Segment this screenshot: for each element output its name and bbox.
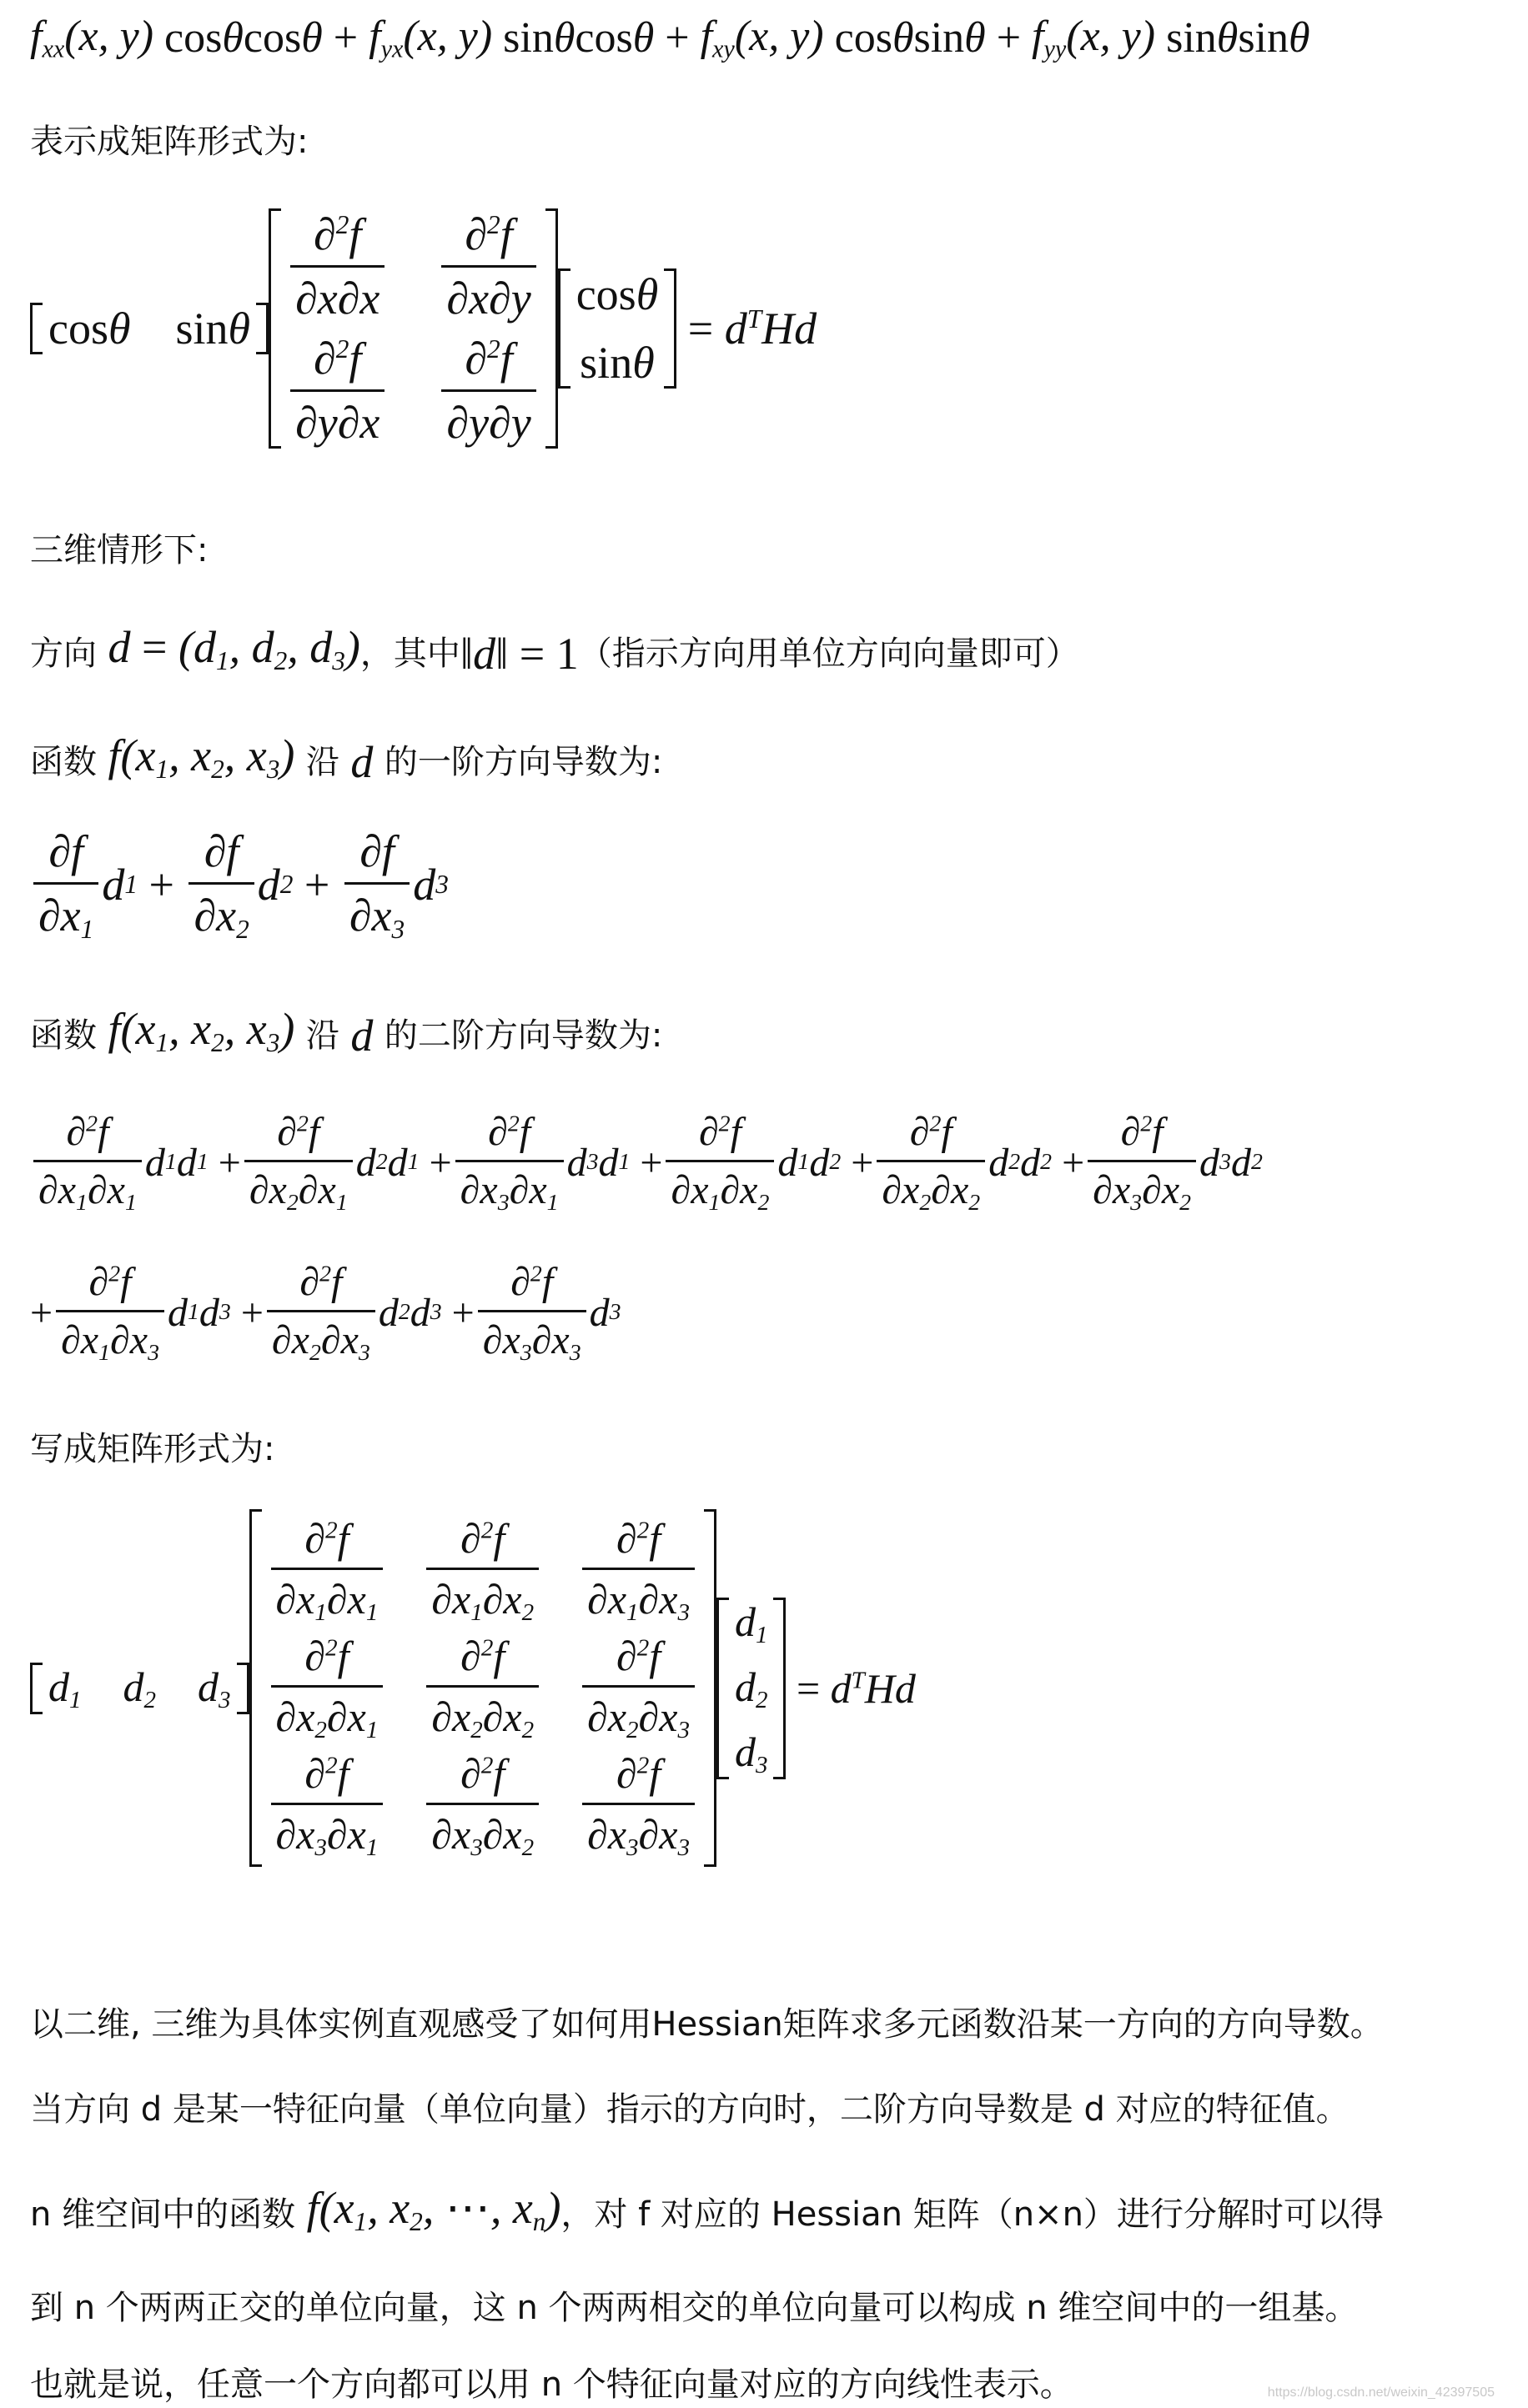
formula-second-order-line2: + $\frac{\partial^2f}{\partial x_1\partial x_3}$ d 1 d 3 + $\frac{\partial^2f}{\partial x_2\partial x_3}$ d 2 d 3 + $\frac{\partial^2f}{\partial x_3\partial x_3}$ d 3 <box>30 1260 621 1366</box>
formula-first-order: $\frac{\partial f}{\partial x_1}$ d 1 + $\frac{\partial f}{\partial x_2}$ d 2 + $\frac{\partial f}{\partial x_3}$ d 3 <box>30 825 1508 945</box>
second-order-suffix: 的二阶方向导数为: <box>384 1016 663 1056</box>
hessian-3d: $\frac{\partial^2f}{\partial x_1\partial x_1}$ $\frac{\partial^2f}{\partial x_1\partial x_2}$ $\frac{\partial^2f}{\partial x_1\partial x_3}$ $\frac{\partial^2f}{\partial x_2\partial x_1}$ $\frac{\partial^2f}{\partial x_2\partial x_2}$ $\frac{\partial^2f}{\partial x_2\partial x_3}$ $\frac{\partial^2f}{\partial x_3\partial x_1}$ $\frac{\partial^2f}{\partial x_3\partial x_2}$ $\frac{\partial^2f}{\partial x_3\partial x_3}$ <box>249 1509 716 1867</box>
direction-note: （指示方向用单位方向向量即可） <box>578 635 1079 674</box>
second-order-intro: 函数 $f(x_1$, $x_2$, $x_3$) 沿 d 的二阶方向导数为: <box>30 1004 663 1061</box>
along-label: 沿 <box>305 743 339 782</box>
formula-3d-matrix: $d_1$ $d_2$ $d_3$ $\frac{\partial^2f}{\partial x_1\partial x_1}$ $\frac{\partial^2f}{\partial x_1\partial x_2}$ $\frac{\partial^2f}{\partial x_1\partial x_3}$ $\frac{\partial^2f}{\partial x_2\partial x_1}$ $\frac{\partial^2f}{\partial x_2\partial x_2}$ $\frac{\partial^2f}{\partial x_2\partial x_3}$ $\frac{\partial^2f}{\partial x_3\partial x_1}$ $\frac{\partial^2f}{\partial x_3\partial x_2}$ $\frac{\partial^2f}{\partial x_3\partial x_3}$ $d_1$ $d_2$ $d_3$ = $d^THd$ <box>30 1509 1508 1867</box>
matrix-intro-3d: 写成矩阵形式为: <box>30 1430 275 1468</box>
watermark-text: https://blog.csdn.net/weixin_42397505 <box>1267 2385 1495 2400</box>
func-label-2: 函数 <box>30 1016 97 1056</box>
formula-2d-expansion: $f_{xx}(x$, y) cos θ cos θ + $f_{yx}(x$, y) sin θ cos θ + $f_{xy}(x$, y) cos θ sin θ + $f_{yy}(x$, y) sin θ sin θ <box>30 13 1310 63</box>
hessian-2d: $\frac{\partial^2f}{\partial x\partial x}$ $\frac{\partial^2f}{\partial x\partial y}$ $\frac{\partial^2f}{\partial y\partial x}$ $\frac{\partial^2f}{\partial y\partial y}$ <box>269 208 558 449</box>
direction-prefix: 方向 <box>30 635 97 674</box>
summary-line-2: 当方向 d 是某一特征向量（单位向量）指示的方向时，二阶方向导数是 d 对应的特征值。 <box>30 2090 1350 2129</box>
direction-line: 方向 $d = (d_1$, $d_2$, $d_3$) ，其中 ‖d‖ = 1 （指示方向用单位方向向量即可） <box>30 622 1079 680</box>
summary3-suffix: ，对 f 对应的 Hessian 矩阵（n×n）进行分解时可以得 <box>560 2195 1384 2235</box>
summary3-prefix: n 维空间中的函数 <box>30 2195 296 2235</box>
summary-line-1: 以二维, 三维为具体实例直观感受了如何用Hessian矩阵求多元函数沿某一方向的方向导数。 <box>30 2005 1384 2044</box>
formula-second-order-line1: $\frac{\partial^2f}{\partial x_1\partial x_1}$ d 1 d 1 + $\frac{\partial^2f}{\partial x_2\partial x_1}$ d 2 d 1 + $\frac{\partial^2f}{\partial x_3\partial x_1}$ d 3 d 1 + $\frac{\partial^2f}{\partial x_1\partial x_2}$ d 1 d 2 + $\frac{\partial^2f}{\partial x_2\partial x_2}$ d 2 d 2 + $\frac{\partial^2f}{\partial x_3\partial x_2}$ d 3 d 2 <box>30 1109 1508 1217</box>
summary-line-3: n 维空间中的函数 $f(x_1$, $x_2$, ⋯, $x_n$) ，对 f 对应的 Hessian 矩阵（n×n）进行分解时可以得 <box>30 2185 1508 2245</box>
row-vector-3d: $d_1$ $d_2$ $d_3$ <box>30 1663 249 1714</box>
direction-comma: ，其中 <box>359 635 460 674</box>
along-label-2: 沿 <box>305 1016 339 1056</box>
first-order-intro: 函数 $f(x_1$, $x_2$, $x_3$) 沿 d 的一阶方向导数为: <box>30 730 663 788</box>
column-vector-2d: cosθ sinθ <box>558 268 677 389</box>
func-label: 函数 <box>30 743 97 782</box>
summary-line-4: 到 n 个两两正交的单位向量，这 n 个两两相交的单位向量可以构成 n 维空间中的一组基。 <box>30 2289 1359 2327</box>
first-order-suffix: 的一阶方向导数为: <box>384 743 663 782</box>
summary-line-5: 也就是说，任意一个方向都可以用 n 个特征向量对应的方向线性表示。 <box>30 2365 1073 2404</box>
matrix-intro-2d: 表示成矩阵形式为: <box>30 123 309 161</box>
intro-3d: 三维情形下: <box>30 531 209 569</box>
column-vector-3d: $d_1$ $d_2$ $d_3$ <box>716 1598 787 1779</box>
row-vector-2d: cosθ sinθ <box>30 303 269 354</box>
formula-2d-matrix: cosθ sinθ $\frac{\partial^2f}{\partial x\partial x}$ $\frac{\partial^2f}{\partial x\partial y}$ $\frac{\partial^2f}{\partial y\partial x}$ $\frac{\partial^2f}{\partial y\partial y}$ cosθ sinθ = $d^THd$ <box>30 208 1508 449</box>
